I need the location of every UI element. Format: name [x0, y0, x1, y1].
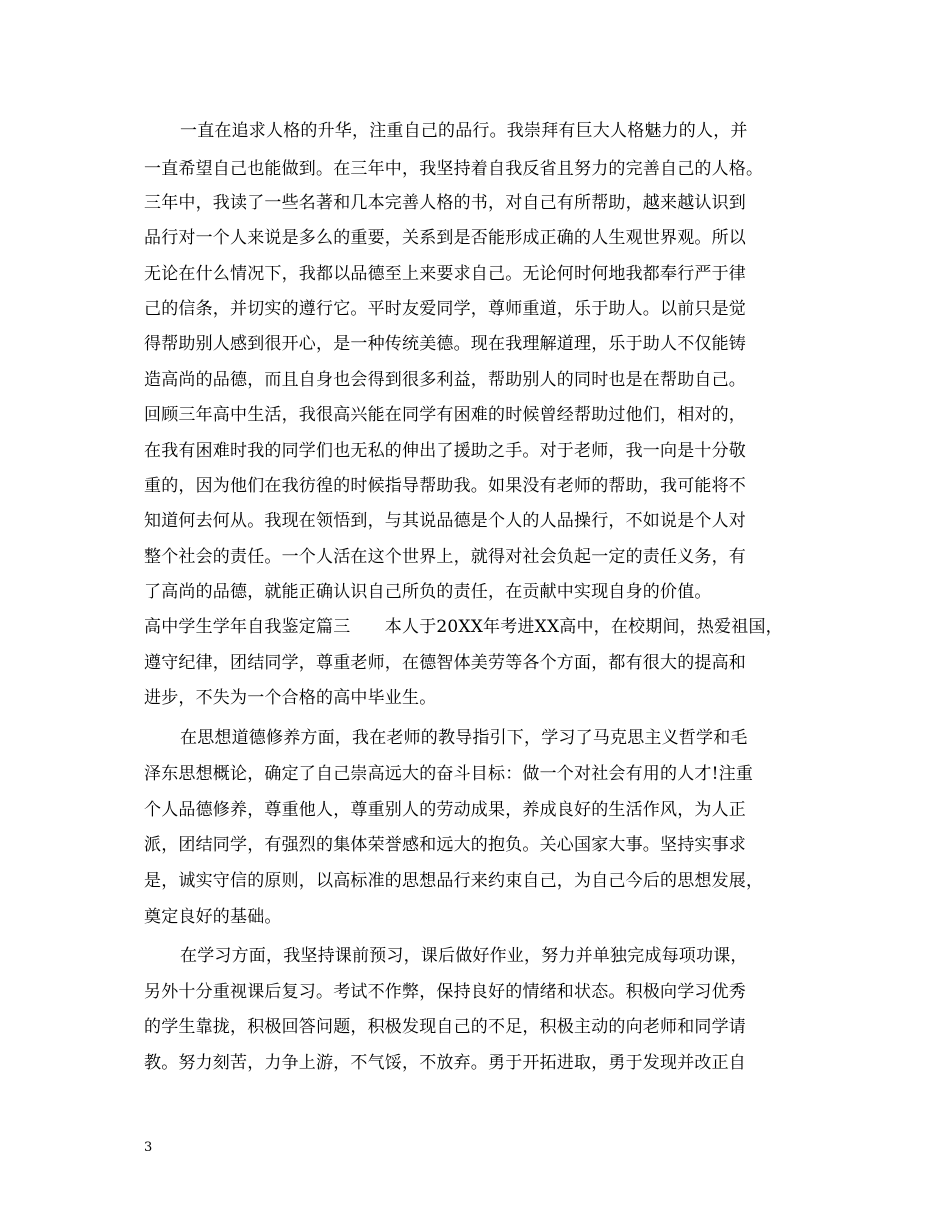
- text-line: 重的，因为他们在我彷徨的时候指导帮助我。如果没有老师的帮助，我可能将不: [144, 476, 746, 496]
- text-line: 一直在追求人格的升华，注重自己的品行。我崇拜有巨大人格魅力的人，并: [180, 121, 748, 141]
- text-line: 个人品德修养，尊重他人，尊重别人的劳动成果，养成良好的生活作风，为人正: [144, 800, 746, 820]
- text-line: 另外十分重视课后复习。考试不作弊，保持良好的情绪和状态。积极向学习优秀: [144, 982, 746, 1002]
- text-line: 奠定良好的基础。: [144, 907, 282, 927]
- section-heading-line: 高中学生学年自我鉴定篇三 本人于20XX年考进XX高中，在校期间，热爱祖国，: [144, 617, 783, 637]
- text-line: 无论在什么情况下，我都以品德至上来要求自己。无论何时何地我都奉行严于律: [144, 264, 746, 284]
- text-line: 三年中，我读了一些名著和几本完善人格的书，对自己有所帮助，越来越认识到: [144, 193, 746, 213]
- text-line: 教。努力刻苦，力争上游，不气馁，不放弃。勇于开拓进取，勇于发现并改正自: [144, 1053, 746, 1073]
- text-line: 己的信条，并切实的遵行它。平时友爱同学，尊师重道，乐于助人。以前只是觉: [144, 299, 746, 319]
- text-line: 一直希望自己也能做到。在三年中，我坚持着自我反省且努力的完善自己的人格。: [144, 159, 764, 179]
- text-line: 的学生靠拢，积极回答问题，积极发现自己的不足，积极主动的向老师和同学请: [144, 1017, 746, 1037]
- text-line: 在学习方面，我坚持课前预习，课后做好作业，努力并单独完成每项功课，: [180, 946, 748, 966]
- text-line: 整个社会的责任。一个人活在这个世界上，就得对社会负起一定的责任义务，有: [144, 547, 746, 567]
- text-line: 了高尚的品德，就能正确认识自己所负的责任，在贡献中实现自身的价值。: [144, 582, 712, 602]
- text-line: 进步，不失为一个合格的高中毕业生。: [144, 688, 437, 708]
- text-line: 造高尚的品德，而且自身也会得到很多利益，帮助别人的同时也是在帮助自己。: [144, 370, 746, 390]
- text-line: 在思想道德修养方面，我在老师的教导指引下，学习了马克思主义哲学和毛: [180, 728, 748, 748]
- text-line: 品行对一个人来说是多么的重要，关系到是否能形成正确的人生观世界观。所以: [144, 228, 746, 248]
- text-line: 得帮助别人感到很开心，是一种传统美德。现在我理解道理，乐于助人不仅能铸: [144, 334, 746, 354]
- text-line: 泽东思想概论，确定了自己崇高远大的奋斗目标：做一个对社会有用的人才!注重: [144, 764, 754, 784]
- text-line: 派，团结同学，有强烈的集体荣誉感和远大的抱负。关心国家大事。坚持实事求: [144, 835, 746, 855]
- page-number: 3: [144, 1140, 153, 1155]
- text-line: 是，诚实守信的原则，以高标准的思想品行来约束自己，为自己今后的思想发展，: [144, 871, 764, 891]
- text-line: 知道何去何从。我现在领悟到，与其说品德是个人的人品操行，不如说是个人对: [144, 511, 746, 531]
- text-line: 在我有困难时我的同学们也无私的伸出了援助之手。对于老师，我一向是十分敬: [144, 441, 746, 461]
- text-line: 回顾三年高中生活，我很高兴能在同学有困难的时候曾经帮助过他们，相对的，: [144, 405, 746, 425]
- text-line: 遵守纪律，团结同学，尊重老师，在德智体美劳等各个方面，都有很大的提高和: [144, 653, 746, 673]
